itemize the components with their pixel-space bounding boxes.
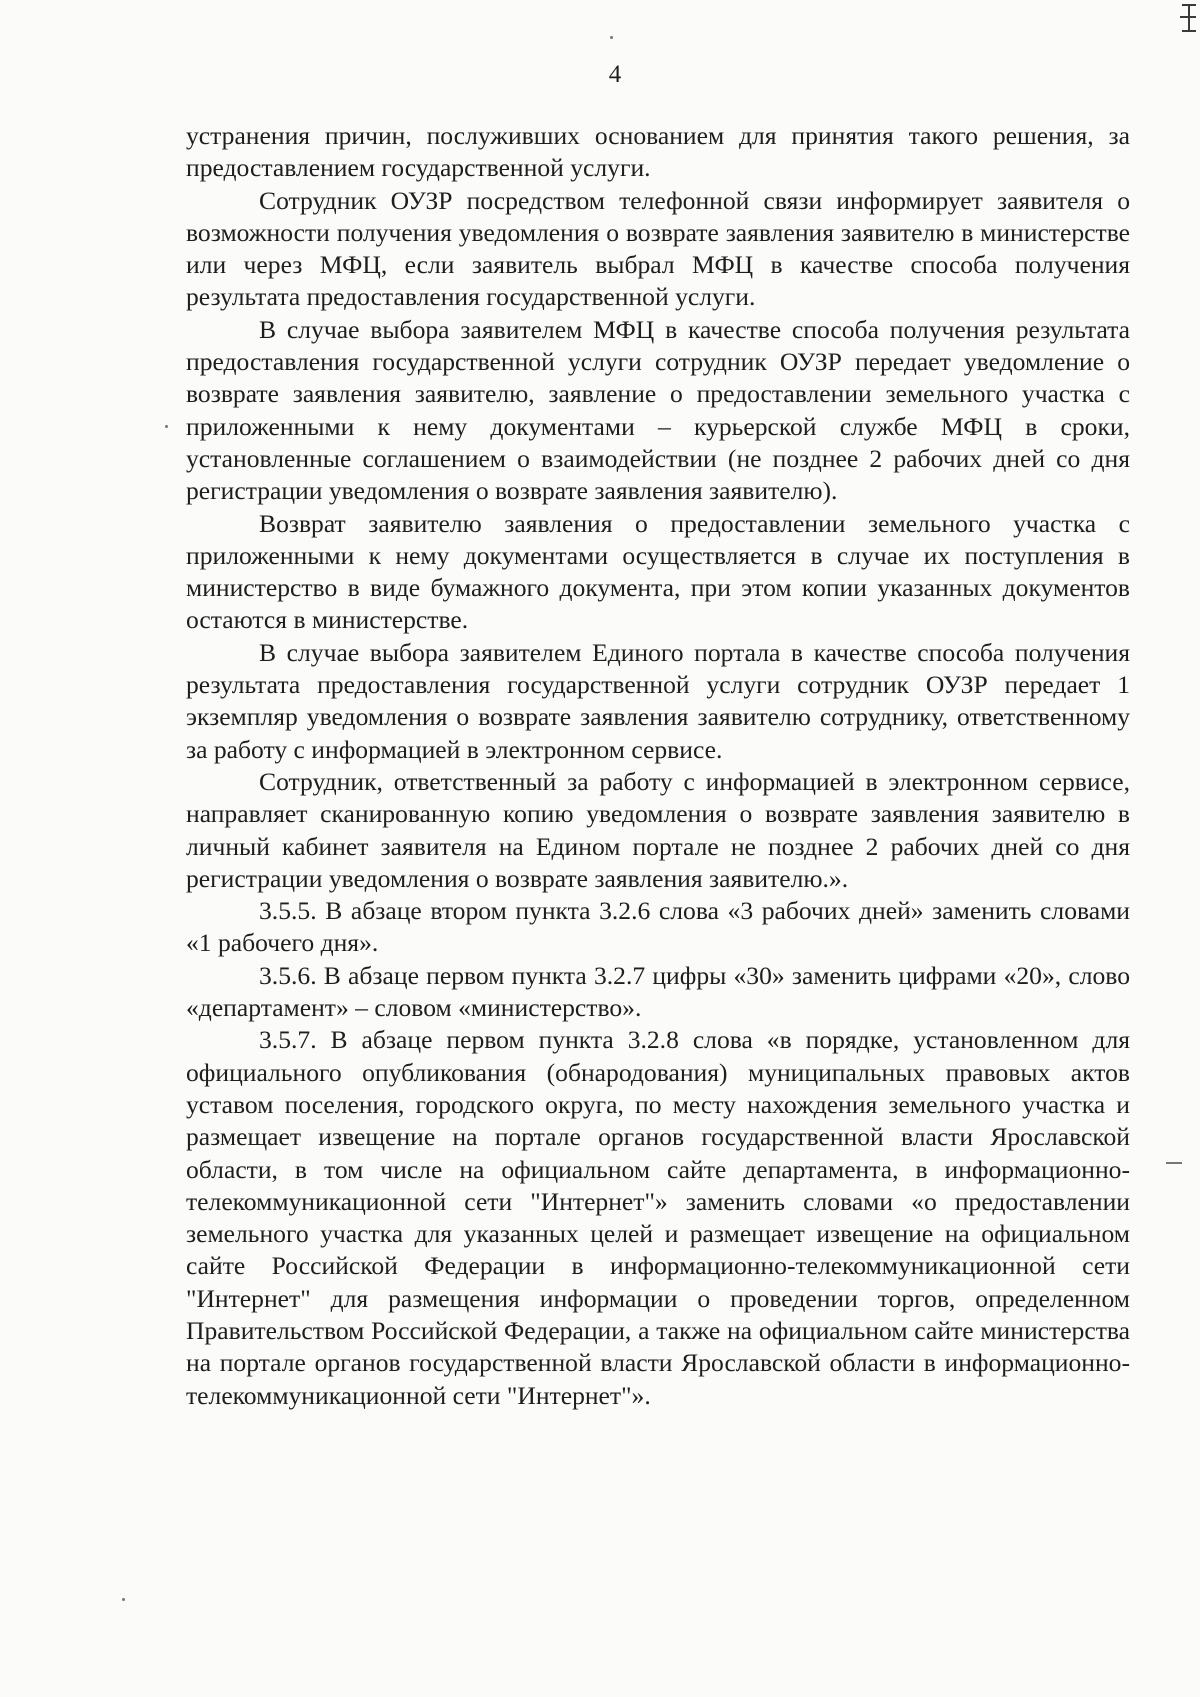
paragraph: 3.5.6. В абзаце первом пункта 3.2.7 цифры «30» заменить цифрами «20», слово «департамент» – словом «министерство».	[186, 960, 1130, 1023]
scan-artifact	[1188, 6, 1190, 32]
paragraph: Сотрудник, ответственный за работу с информацией в электронном сервисе, направляет сканированную копию уведомления о возврате заявления заявителю в личный кабинет заявителя на Едином портале не позднее 2 рабочих дней со дня регистрации уведомления о возврате заявления заявителю.».	[186, 766, 1130, 893]
paragraph: В случае выбора заявителем МФЦ в качестве способа получения результата предоставления государственной услуги сотрудник ОУЗР передает уведомление о возврате заявления заявителю, заявление о предоставлении земельного участка с приложенными к нему документами – курьерской службе МФЦ в сроки, установленные соглашением о взаимодействии (не позднее 2 рабочих дней со дня регистрации уведомления о возврате заявления заявителю).	[186, 314, 1130, 506]
paragraph: 3.5.5. В абзаце втором пункта 3.2.6 слова «3 рабочих дней» заменить словами «1 рабочего дня».	[186, 896, 1130, 958]
paragraph: В случае выбора заявителем Единого портала в качестве способа получения результата предоставления государственной услуги сотрудник ОУЗР передает 1 экземпляр уведомления о возврате заявления заявителю сотруднику, ответственному за работу с информацией в электронном сервисе.	[186, 637, 1130, 764]
paragraph: устранения причин, послуживших основанием для принятия такого решения, за предоставлением государственной услуги.	[186, 121, 1130, 183]
paragraph: 3.5.7. В абзаце первом пункта 3.2.8 слова «в порядке, установленном для официального опубликования (обнародования) муниципальных правовых актов уставом поселения, городского округа, по месту нахождения земельного участка и размещает извещение на портале органов государственной власти Ярославской области, в том числе на официальном сайте департамента, в информационно-телекоммуникационной сети "Интернет"» заменить словами «о предоставлении земельного участка для указанных целей и размещает извещение на официальном сайте Российской Федерации в информационно-телекоммуникационной сети "Интернет" для размещения информации о проведении торгов, определенном Правительством Российской Федерации, а также на официальном сайте министерства на портале органов государственной власти Ярославской области в информационно-телекоммуникационной сети "Интернет"».	[186, 1025, 1130, 1410]
scan-speck	[165, 425, 168, 428]
scan-speck	[122, 1598, 125, 1601]
scan-speck	[610, 36, 613, 39]
document-body	[186, 120, 1130, 1412]
scan-artifact	[1166, 1162, 1182, 1164]
paragraph: Сотрудник ОУЗР посредством телефонной связи информирует заявителя о возможности получения уведомления о возврате заявления заявителю в министерстве или через МФЦ, если заявитель выбрал МФЦ в качестве способа получения результата предоставления государственной услуги.	[186, 185, 1130, 312]
paragraph: Возврат заявителю заявления о предоставлении земельного участка с приложенными к нему документами осуществляется в случае их поступления в министерство в виде бумажного документа, при этом копии указанных документов остаются в министерстве.	[186, 508, 1130, 635]
page-number: 4	[608, 61, 622, 88]
